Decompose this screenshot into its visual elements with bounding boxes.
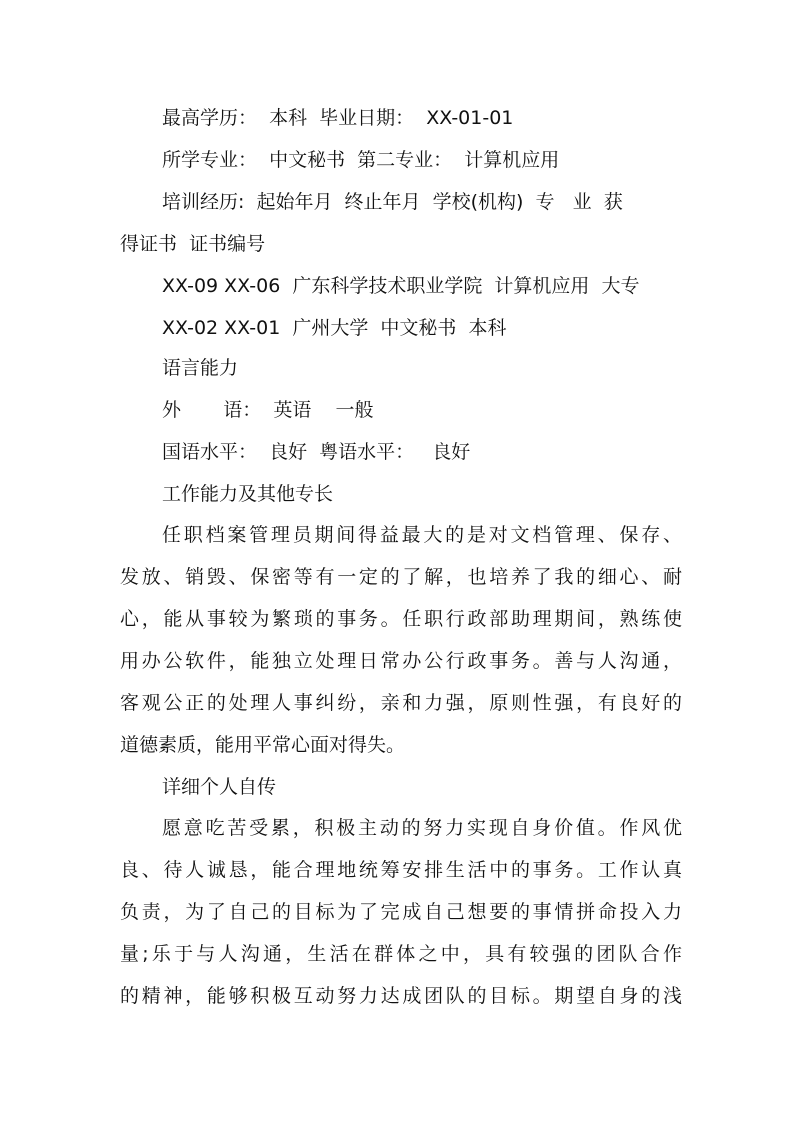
autobiography-line-5: 的精神，能够积极互动努力达成团队的目标。期望自身的浅: [120, 985, 682, 1007]
language-heading: 语言能力: [162, 357, 239, 379]
autobiography-line-4: 量;乐于与人沟通，生活在群体之中，具有较强的团队合作: [120, 943, 682, 965]
training-header-line1: 培训经历: 起始年月 终止年月 学校(机构) 专 业 获: [162, 191, 623, 213]
autobiography-line-2: 良、待人诚恳，能合理地统筹安排生活中的事务。工作认真: [120, 859, 682, 881]
work-ability-line-3: 心，能从事较为繁琐的事务。任职行政部助理期间，熟练使: [120, 608, 682, 630]
autobiography-line-1: 愿意吃苦受累，积极主动的努力实现自身价值。作风优: [162, 817, 682, 839]
work-ability-line-4: 用办公软件，能独立处理日常办公行政事务。善与人沟通，: [120, 650, 682, 672]
training-row-1: XX-09 XX-06 广东科学技术职业学院 计算机应用 大专: [162, 275, 640, 297]
autobiography-heading: 详细个人自传: [162, 776, 277, 798]
work-ability-line-1: 任职档案管理员期间得益最大的是对文档管理、保存、: [162, 524, 682, 546]
work-ability-line-5: 客观公正的处理人事纠纷，亲和力强，原则性强，有良好的: [120, 692, 682, 714]
training-row-2: XX-02 XX-01 广州大学 中文秘书 本科: [162, 317, 507, 339]
work-ability-line-2: 发放、销毁、保密等有一定的了解，也培养了我的细心、耐: [120, 566, 682, 588]
autobiography-line-3: 负责，为了自己的目标为了完成自己想要的事情拼命投入力: [120, 901, 682, 923]
dialect-line: 国语水平： 良好 粤语水平： 良好: [162, 441, 471, 463]
foreign-language-line: 外 语： 英语 一般: [162, 399, 374, 421]
work-ability-line-6: 道德素质，能用平常心面对得失。: [120, 734, 406, 756]
major-line: 所学专业： 中文秘书 第二专业： 计算机应用: [162, 149, 560, 171]
training-header-line2: 得证书 证书编号: [120, 233, 266, 255]
work-ability-heading: 工作能力及其他专长: [162, 483, 334, 505]
education-line: 最高学历： 本科 毕业日期： XX-01-01: [162, 107, 514, 129]
